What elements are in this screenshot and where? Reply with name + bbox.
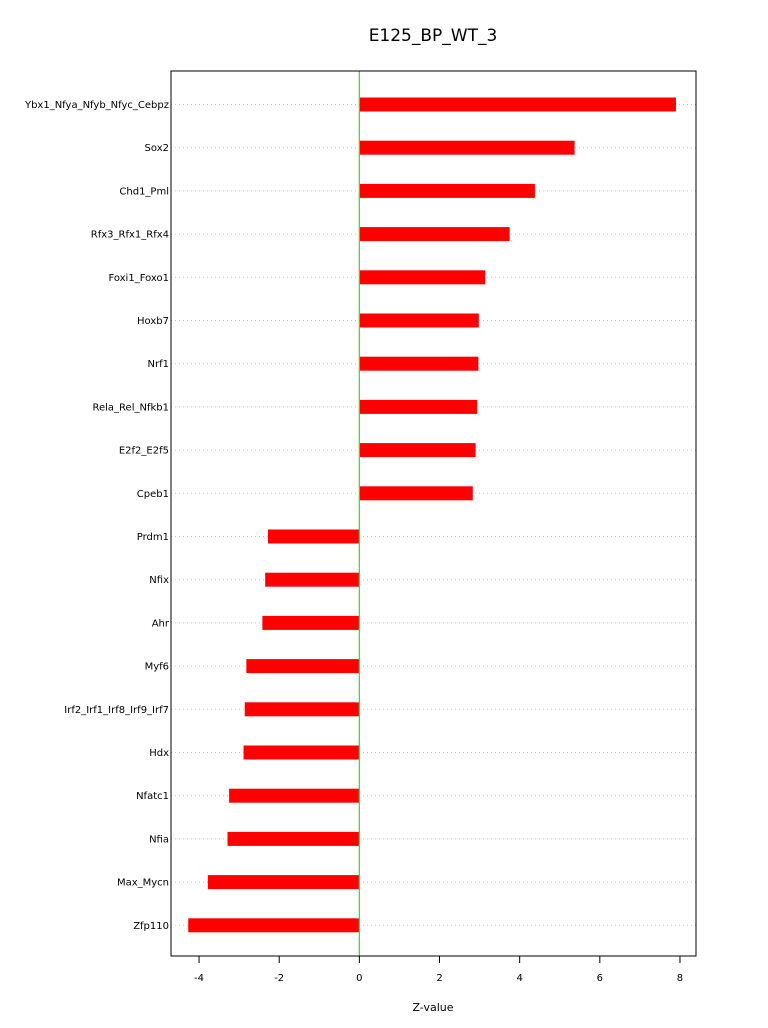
bar-chd1-pml <box>359 184 535 198</box>
category-label: Rfx3_Rfx1_Rfx4 <box>90 229 169 241</box>
x-tick-label: 4 <box>516 973 523 984</box>
bar-sox2 <box>359 141 574 155</box>
category-label: Hoxb7 <box>137 316 169 327</box>
category-label: Irf2_Irf1_Irf8_Irf9_Irf7 <box>64 704 169 716</box>
x-tick-label: -2 <box>274 973 285 984</box>
plot-frame <box>171 71 696 956</box>
x-axis-title: Z-value <box>412 1001 454 1014</box>
x-tick-label: -4 <box>194 973 205 984</box>
bar-nfia <box>228 832 360 846</box>
bar-irf2-irf1-irf8-irf9-irf7 <box>245 702 360 716</box>
category-label: Chd1_Pml <box>119 186 169 198</box>
bar-ybx1-nfya-nfyb-nfyc-cebpz <box>359 98 676 112</box>
category-label: Nfix <box>149 575 169 587</box>
category-label: Rela_Rel_Nfkb1 <box>92 402 169 414</box>
bar-max-mycn <box>208 875 359 889</box>
x-tick-label: 0 <box>356 973 363 984</box>
category-label: Sox2 <box>144 143 169 155</box>
bar-rfx3-rfx1-rfx4 <box>359 227 509 241</box>
x-tick-label: 6 <box>596 973 604 984</box>
bars <box>188 98 676 933</box>
chart-title: E125_BP_WT_3 <box>368 26 498 46</box>
bar-hoxb7 <box>359 314 478 328</box>
category-label: Nfatc1 <box>136 791 169 803</box>
bar-nfatc1 <box>229 789 359 803</box>
bar-cpeb1 <box>359 486 472 500</box>
x-tick-label: 8 <box>676 973 684 984</box>
category-label: Nfia <box>149 834 169 846</box>
category-label: Nrf1 <box>147 359 169 371</box>
category-label: Cpeb1 <box>136 488 169 500</box>
bar-ahr <box>262 616 359 630</box>
category-label: Foxi1_Foxo1 <box>108 272 169 284</box>
bar-prdm1 <box>268 530 359 544</box>
x-tick-label: 2 <box>436 973 443 984</box>
bar-rela-rel-nfkb1 <box>359 400 477 414</box>
bar-hdx <box>244 746 360 760</box>
bar-nrf1 <box>359 357 478 371</box>
category-label: Prdm1 <box>136 532 169 543</box>
category-label: Ahr <box>151 618 169 630</box>
bar-e2f2-e2f5 <box>359 443 475 457</box>
category-label: Max_Mycn <box>116 877 169 889</box>
category-label: E2f2_E2f5 <box>118 445 169 457</box>
category-label: Myf6 <box>144 661 169 673</box>
category-label: Zfp110 <box>133 920 169 932</box>
category-label: Hdx <box>149 748 169 759</box>
x-axis <box>194 956 683 984</box>
category-label: Ybx1_Nfya_Nfyb_Nfyc_Cebpz <box>24 100 169 111</box>
category-labels <box>24 100 170 932</box>
bar-zfp110 <box>188 918 359 932</box>
bar-nfix <box>265 573 359 587</box>
bar-foxi1-foxo1 <box>359 270 485 284</box>
bar-myf6 <box>246 659 359 673</box>
